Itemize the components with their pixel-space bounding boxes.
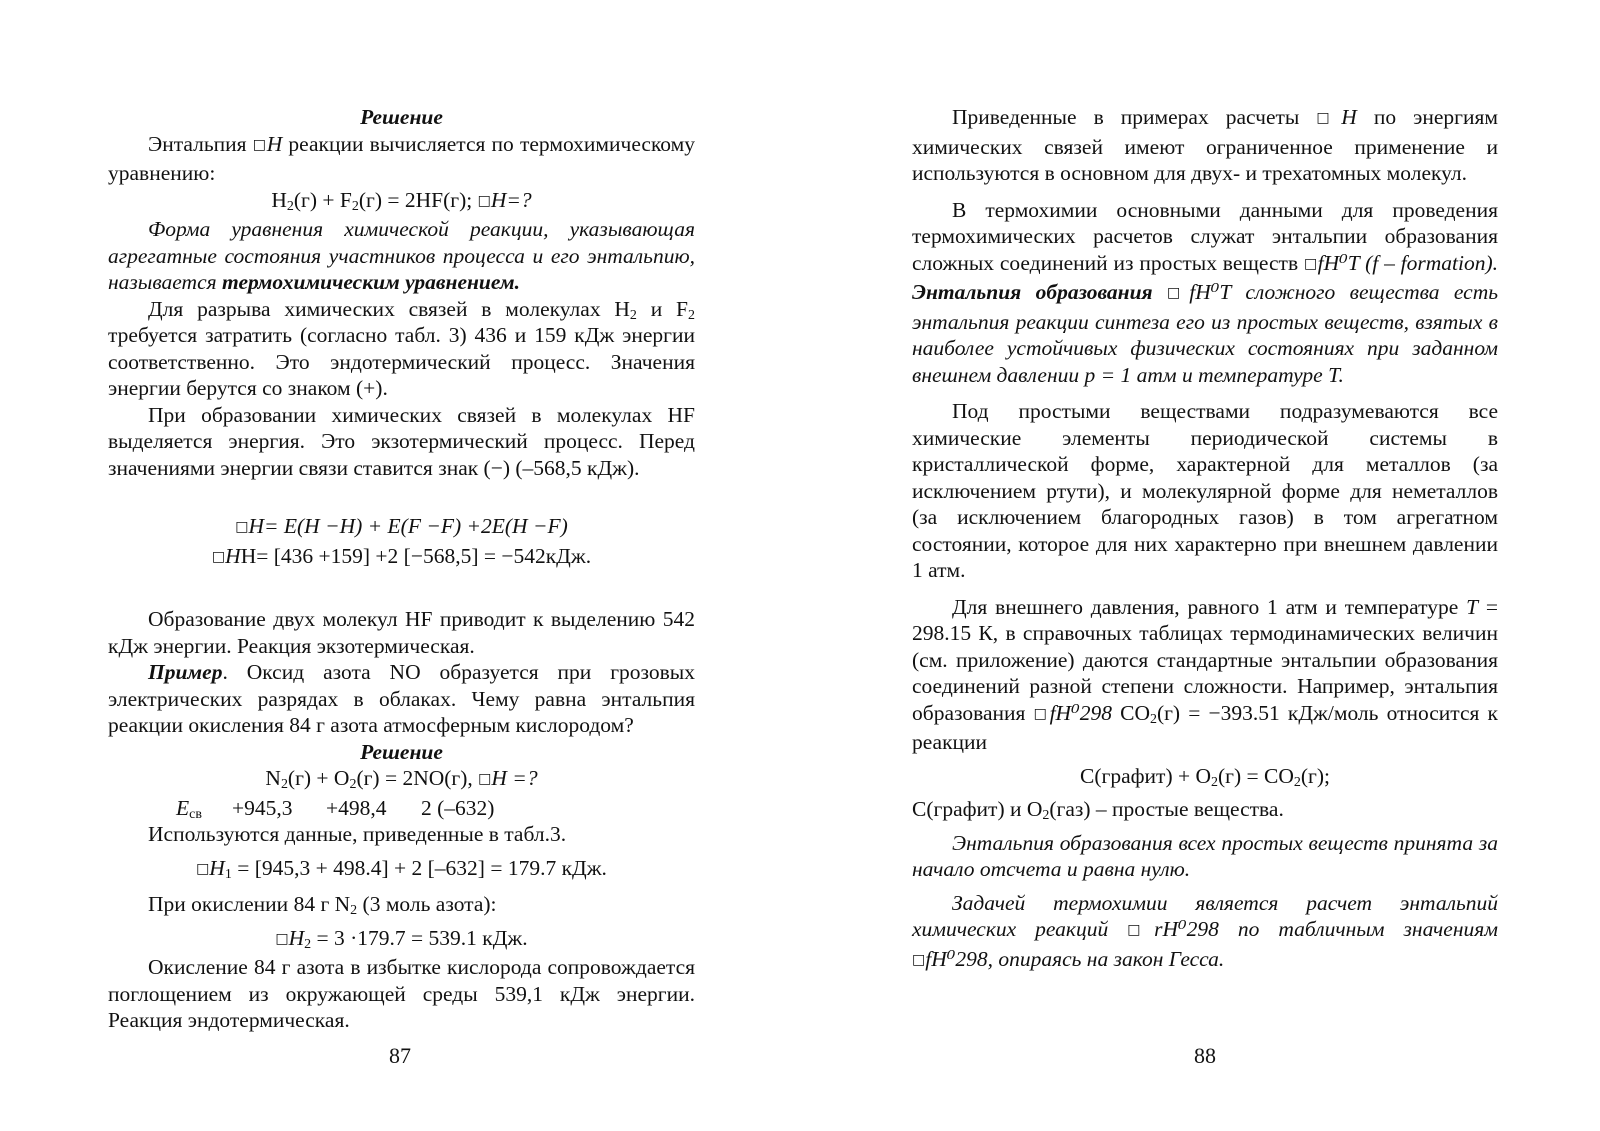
paragraph-standard-enthalpies: Для внешнего давления, равного 1 атм и температуре T = 298.15 К, в справочных таблицах термодинамических величин (см. приложение) даются стандартные энтальпии образования соединений разной степени сложности. Например, энтальпия образования □fH⁰298 $CO_2(г) = -393.51$ кДж/моль относится к реакции [912, 594, 1498, 754]
formation-enthalpy-symbol: fH⁰T [1189, 280, 1231, 304]
solution-heading-2: Решение [360, 739, 443, 764]
paragraph-formation-enthalpy: В термохимии основными данными для проведения термохимических расчетов служат энтальпии образования сложных соединений из простых веществ □fH⁰T (f – formation). Энтальпия образования □fH⁰T сложного вещества есть энтальпия реакции синтеза его из простых веществ, взятых в наиболее устойчивых физических состояниях при заданном внешнем давлении p = 1 атм и температуре T. [912, 197, 1499, 387]
bond-energy-no: 2 (–632) [421, 795, 495, 820]
solution-heading: Решение [360, 105, 443, 129]
paragraph-simple-note: C(графит) и $O_2(газ)$ – простые вещества. [912, 797, 1284, 823]
right-page [912, 104, 1498, 975]
equation-h2-f2: $H_2(г) + F_2(г) = 2HF(г)$; □H=? [271, 187, 532, 214]
bond-energy-label: $E_{св}$ [176, 795, 202, 822]
equation-bond-energies: □H= E(H −H) + E(F −F) +2E(H −F) [235, 514, 568, 538]
page-number-right: 88 [1194, 1043, 1216, 1068]
delta-symbol-icon: □ [1127, 922, 1155, 938]
formation-enthalpy-symbol: fH⁰T [1317, 250, 1360, 275]
delta-symbol-icon: □ [196, 860, 210, 877]
delta-symbol-icon: □ [1033, 705, 1050, 722]
bond-energy-o2: +498,4 [326, 795, 387, 820]
paragraph-oxidation: При окислении 84 г $N_2$ (3 моль азота): [148, 892, 497, 918]
delta-symbol-icon: □ [477, 192, 491, 209]
paragraph-endothermic-conclusion: Окисление 84 г азота в избытке кислорода сопровождается поглощением из окружающей среды 539,1 кДж энергии. Реакция эндотермическая. [108, 955, 695, 1032]
bond-energy-row [108, 795, 695, 822]
delta-symbol-icon: □ [912, 951, 926, 968]
delta-symbol-icon: □ [478, 771, 492, 787]
paragraph-example: Пример. Оксид азота NO образуется при грозовых электрических разрядах в облаках. Чему равна энтальпия реакции окисления 84 г азота атмосферным кислородом? [108, 660, 695, 737]
equation-h2: $□H_2 = 3 \cdot 179.7 = 539.1$ кДж. [275, 925, 528, 952]
delta-symbol-icon: □ [275, 930, 289, 947]
formation-enthalpy-symbol: fH⁰298 [925, 946, 988, 971]
paragraph-simple-substances: Под простыми веществами подразумеваются все химические элементы периодической системы в кристаллической форме, характерной для металлов (за исключением ртути), и молекулярной форме для неметаллов (за исключением благородных газов) в том агрегатном состоянии, которое для них характерно при внешнем давлении 1 атм. [912, 399, 1498, 582]
left-page [108, 104, 695, 1034]
paragraph-bond-breaking: Для разрыва химических связей в молекулах $H_2$ и $F_2$ требуется затратить (согласно табл. 3) 436 и 159 кДж энергии соответственно. Это эндотермический процесс. Значения энергии берутся со знаком (+). [108, 296, 695, 400]
definition-thermochemical-equation: Форма уравнения химической реакции, указывающая агрегатные состояния участников процесса и его энтальпию, называется термохимическим уравнением. [108, 217, 695, 294]
delta-symbol-icon: □ [1167, 285, 1190, 301]
paragraph-bond-energy-limits: Приведенные в примерах расчеты □H по энергиям химических связей имеют ограниченное применение и используются в основном для двух- и трехатомных молекул. [912, 105, 1498, 185]
bond-energy-n2: +945,3 [232, 795, 293, 820]
paragraph-data-source: Используются данные, приведенные в табл.3. [148, 822, 567, 846]
delta-symbol-icon: □ [1316, 110, 1342, 126]
formation-enthalpy-symbol: fH⁰298 [1049, 700, 1112, 725]
page-number-left: 87 [389, 1043, 411, 1068]
equation-h1: $□H_1 = [945,3 + 498.4] + 2$ [–632] = 179.7 кДж. [196, 855, 607, 882]
equation-result: H= [436 +159] +2 [−568,5] = −542кДж. [240, 543, 592, 568]
equation-graphite: C(графит) + $O_2(г) = CO_2(г)$; [1080, 763, 1330, 790]
delta-symbol-icon: □ [252, 136, 267, 153]
equation-n2-o2: $N_2(г) + O_2(г) = 2NO(г)$, □H =? [265, 766, 538, 792]
delta-symbol-icon: □ [1303, 255, 1318, 272]
equation-bond-energies-values: □HH= [436 +159] +2 [−568,5] = −542кДж. [211, 543, 592, 568]
paragraph-hess-law: Задачей термохимии является расчет энтальпий химических реакций □rH⁰298 по табличным значениям □fH⁰298, опираясь на закон Гесса. [912, 890, 1498, 971]
paragraph-enthalpy-intro: Энтальпия □H реакции вычисляется по термохимическому уравнению: [108, 131, 696, 185]
delta-symbol-icon: □ [211, 548, 226, 565]
paragraph-hf-conclusion: Образование двух молекул HF приводит к выделению 542 кДж энергии. Реакция экзотермическая. [108, 607, 695, 658]
paragraph-bond-forming: При образовании химических связей в молекулах HF выделяется энергия. Это экзотермический процесс. Перед значениями энергии связи ставится знак (−) (–568,5 кДж). [108, 402, 695, 480]
delta-symbol-icon: □ [235, 519, 249, 535]
reaction-enthalpy-symbol: rH⁰298 [1154, 917, 1219, 941]
paragraph-zero-reference: Энтальпия образования всех простых веществ принята за начало отсчета и равна нулю. [912, 830, 1498, 881]
